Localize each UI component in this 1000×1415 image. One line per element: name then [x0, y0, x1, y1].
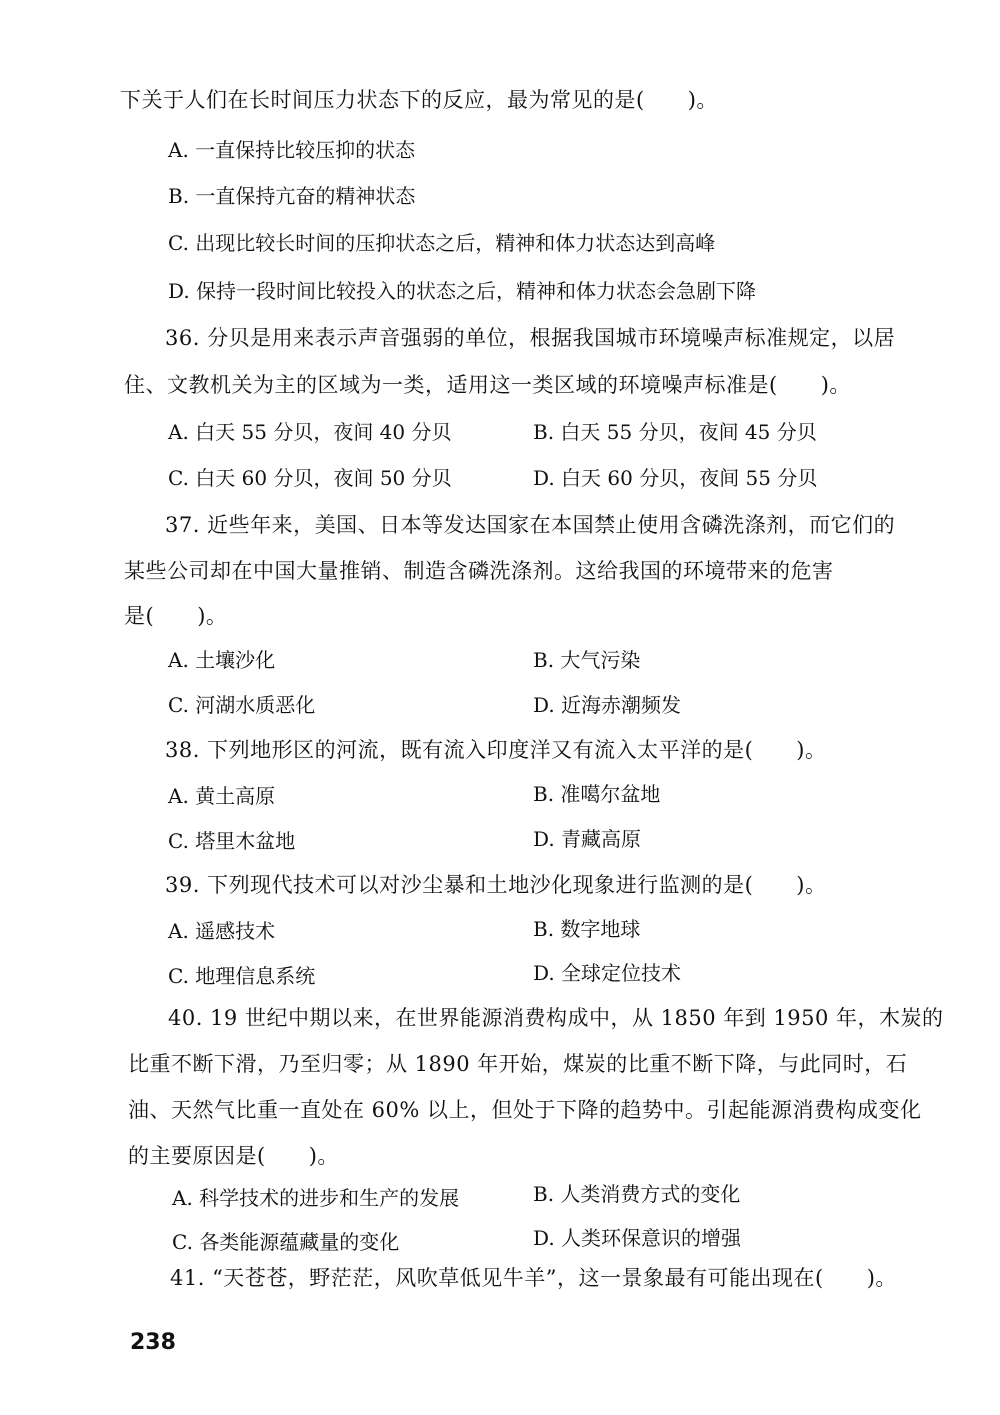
q37-option-b: B. 大气污染 [533, 648, 641, 672]
q40-option-a: A. 科学技术的进步和生产的发展 [172, 1186, 460, 1210]
q36-option-c: C. 白天 60 分贝，夜间 50 分贝 [168, 466, 452, 490]
q37-option-d: D. 近海赤潮频发 [533, 693, 682, 717]
q35-option-c: C. 出现比较长时间的压抑状态之后，精神和体力状态达到高峰 [168, 231, 716, 255]
q35-option-d: D. 保持一段时间比较投入的状态之后，精神和体力状态会急剧下降 [168, 279, 757, 303]
q40-stem-line-2: 比重不断下滑，乃至归零；从 1890 年开始，煤炭的比重不断下降，与此同时，石 [128, 1052, 908, 1076]
q35-stem: 下关于人们在长时间压力状态下的反应，最为常见的是( )。 [120, 88, 718, 112]
q38-option-d: D. 青藏高原 [533, 827, 642, 851]
q38-stem: 38. 下列地形区的河流，既有流入印度洋又有流入太平洋的是( )。 [165, 738, 827, 762]
q36-option-a: A. 白天 55 分贝，夜间 40 分贝 [168, 420, 452, 444]
q39-stem: 39. 下列现代技术可以对沙尘暴和土地沙化现象进行监测的是( )。 [165, 873, 827, 897]
q36-stem-line-1: 36. 分贝是用来表示声音强弱的单位，根据我国城市环境噪声标准规定，以居 [165, 326, 896, 350]
q40-stem-line-4: 的主要原因是( )。 [128, 1144, 339, 1168]
q37-stem-line-1: 37. 近些年来，美国、日本等发达国家在本国禁止使用含磷洗涤剂，而它们的 [165, 513, 896, 537]
q36-option-d: D. 白天 60 分贝，夜间 55 分贝 [533, 466, 818, 490]
q37-option-a: A. 土壤沙化 [168, 648, 276, 672]
q40-option-d: D. 人类环保意识的增强 [533, 1226, 742, 1250]
q37-stem-line-2: 某些公司却在中国大量推销、制造含磷洗涤剂。这给我国的环境带来的危害 [124, 559, 834, 583]
page-number: 238 [130, 1330, 176, 1355]
q40-option-c: C. 各类能源蕴藏量的变化 [172, 1230, 400, 1254]
q39-option-d: D. 全球定位技术 [533, 961, 682, 985]
q37-stem-line-3: 是( )。 [124, 604, 228, 628]
q40-stem-line-3: 油、天然气比重一直处在 60% 以上，但处于下降的趋势中。引起能源消费构成变化 [128, 1098, 922, 1122]
q37-option-c: C. 河湖水质恶化 [168, 693, 316, 717]
q38-option-c: C. 塔里木盆地 [168, 829, 296, 853]
q36-stem-line-2: 住、文教机关为主的区域为一类，适用这一类区域的环境噪声标准是( )。 [124, 373, 851, 397]
q39-option-b: B. 数字地球 [533, 917, 641, 941]
q35-option-b: B. 一直保持亢奋的精神状态 [168, 184, 416, 208]
q35-option-a: A. 一直保持比较压抑的状态 [168, 138, 416, 162]
q40-option-b: B. 人类消费方式的变化 [533, 1182, 741, 1206]
q41-stem: 41. “天苍苍，野茫茫，风吹草低见牛羊”，这一景象最有可能出现在( )。 [170, 1266, 897, 1290]
q39-option-a: A. 遥感技术 [168, 919, 276, 943]
q36-option-b: B. 白天 55 分贝，夜间 45 分贝 [533, 420, 817, 444]
q39-option-c: C. 地理信息系统 [168, 964, 316, 988]
q40-stem-line-1: 40. 19 世纪中期以来，在世界能源消费构成中，从 1850 年到 1950 年，木炭的 [168, 1006, 944, 1030]
q38-option-a: A. 黄土高原 [168, 784, 276, 808]
q38-option-b: B. 准噶尔盆地 [533, 782, 661, 806]
